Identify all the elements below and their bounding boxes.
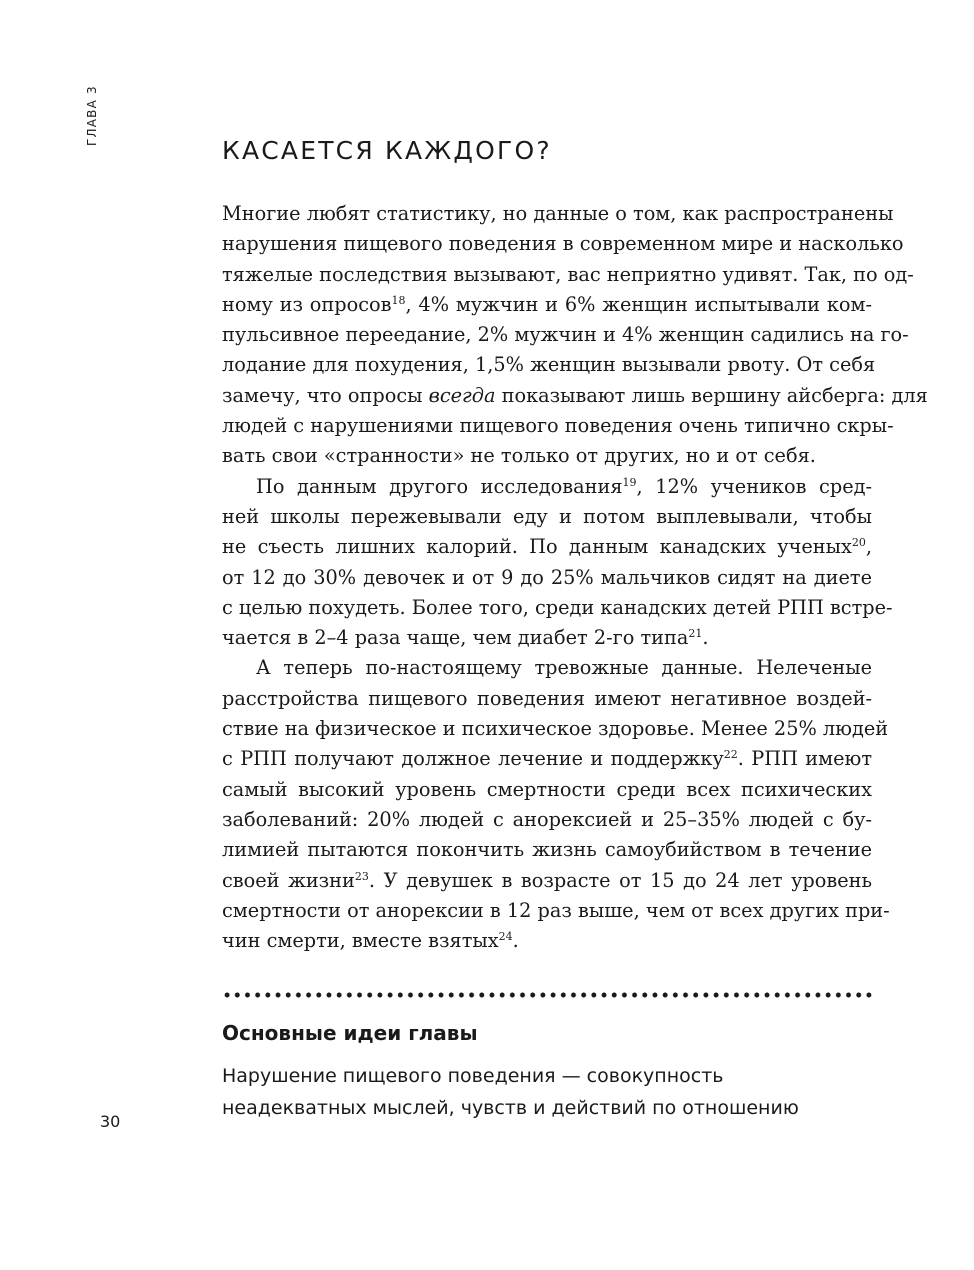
text-run: . У девушек в возрасте от 15 до 24 лет уровень xyxy=(368,868,872,892)
text-run: не съесть лишних калорий. По данным канадских ученых xyxy=(222,535,852,559)
text-line: расстройства пищевого поведения имеют негативное воздей- xyxy=(222,686,872,710)
text-line: с целью похудеть. Более того, среди канадских детей РПП встре- xyxy=(222,595,893,619)
text-line xyxy=(222,623,872,653)
running-head: ГЛАВА 3 xyxy=(85,85,99,146)
text-line: нарушения пищевого поведения в современном мире и насколько xyxy=(222,232,904,256)
text-line: от 12 до 30% девочек и от 9 до 25% мальчиков сидят на диете xyxy=(222,565,872,589)
text-line: лимией пытаются покончить жизнь самоубийством в течение xyxy=(222,838,872,862)
text-line: Многие любят статистику, но данные о том, как распространены xyxy=(222,202,894,225)
footnote-ref-18[interactable]: 18 xyxy=(391,293,406,307)
text-run: своей жизни xyxy=(222,868,355,892)
text-line: тяжелые последствия вызывают, вас неприятно удивят. Так, по од- xyxy=(222,262,914,286)
text-run: , xyxy=(865,535,872,559)
paragraph-2 xyxy=(222,472,893,654)
section-title: КАСАЕТСЯ КАЖДОГО? xyxy=(222,136,552,165)
text-run: , 4% мужчин и 6% женщин испытывали ком- xyxy=(405,292,872,316)
footnote-ref-22[interactable]: 22 xyxy=(723,748,738,762)
text-run: чин смерти, вместе взятых xyxy=(222,929,499,953)
key-ideas-title: Основные идеи главы xyxy=(222,1021,478,1045)
footnote-ref-23[interactable]: 23 xyxy=(354,869,369,883)
text-line: самый высокий уровень смертности среди всех психических xyxy=(222,777,872,801)
text-line xyxy=(222,532,872,562)
text-line: ствие на физическое и психическое здоровье. Менее 25% людей xyxy=(222,717,889,741)
footnote-ref-20[interactable]: 20 xyxy=(851,536,866,550)
text-line xyxy=(222,926,872,956)
text-run: , 12% учеников сред- xyxy=(636,474,872,498)
text-run: замечу, что опросы xyxy=(222,383,429,407)
text-run: ному из опросов xyxy=(222,292,392,316)
text-line xyxy=(222,744,872,774)
text-line xyxy=(222,472,872,502)
text-line: неадекватных мыслей, чувств и действий по отношению xyxy=(222,1097,799,1119)
footnote-ref-19[interactable]: 19 xyxy=(622,475,637,489)
text-run: По данным другого исследования xyxy=(256,474,623,498)
text-line: Нарушение пищевого поведения — совокупность xyxy=(222,1065,724,1087)
text-line: А теперь по-настоящему тревожные данные. Нелеченые xyxy=(256,656,872,680)
text-run: показывают лишь вершину айсберга: для xyxy=(495,383,928,407)
emphasis: всегда xyxy=(428,383,496,407)
text-run: с РПП получают должное лечение и поддержку xyxy=(222,747,724,771)
text-line xyxy=(222,381,928,411)
text-line: вать свои «странности» не только от других, но и от себя. xyxy=(222,444,816,468)
body-text xyxy=(222,199,928,956)
text-run: . РПП имеют xyxy=(737,747,872,771)
key-ideas-text xyxy=(222,1060,862,1124)
text-run: . xyxy=(702,626,709,650)
text-line: лодание для похудения, 1,5% женщин вызывали рвоту. От себя xyxy=(222,353,876,377)
page-number: 30 xyxy=(100,1112,121,1131)
text-line xyxy=(222,866,872,896)
text-line: людей с нарушениями пищевого поведения очень типично скры- xyxy=(222,414,894,438)
text-line: смертности от анорексии в 12 раз выше, чем от всех других при- xyxy=(222,898,890,922)
text-line: заболеваний: 20% людей с анорексией и 25–35% людей с бу- xyxy=(222,807,872,831)
paragraph-3 xyxy=(222,653,890,956)
text-line: ней школы пережевывали еду и потом выплевывали, чтобы xyxy=(222,504,872,528)
text-line: пульсивное переедание, 2% мужчин и 4% женщин садились на го- xyxy=(222,323,909,347)
text-run: чается в 2–4 раза чаще, чем диабет 2-го типа xyxy=(222,626,689,650)
footnote-ref-24[interactable]: 24 xyxy=(498,930,513,944)
text-line xyxy=(222,290,872,320)
footnote-ref-21[interactable]: 21 xyxy=(688,627,703,641)
paragraph-1 xyxy=(222,199,928,472)
dotted-divider xyxy=(222,990,874,1000)
text-run: . xyxy=(512,929,519,953)
